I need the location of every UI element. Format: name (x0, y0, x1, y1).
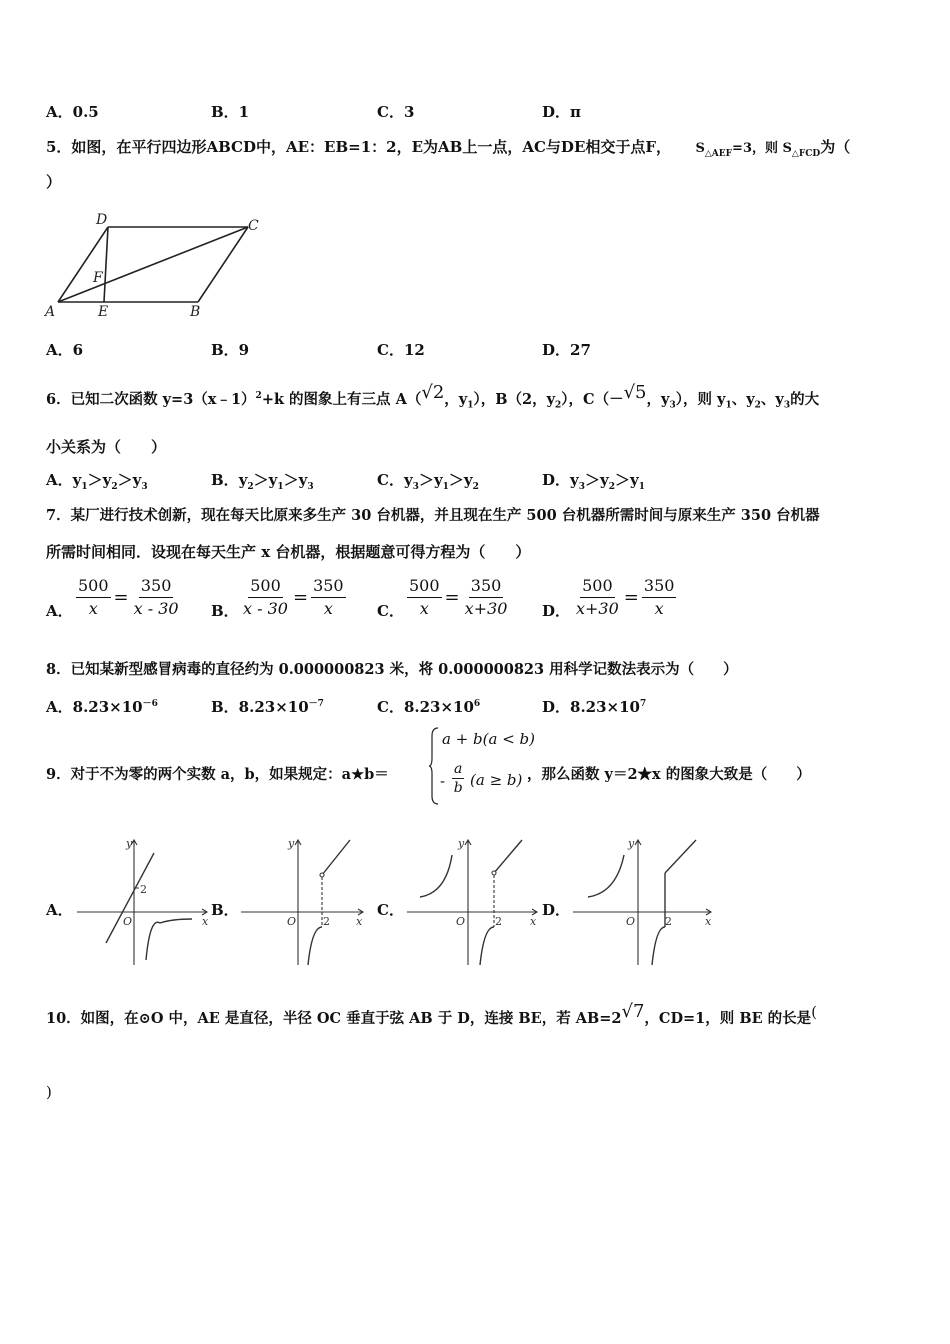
q5-option-d: D．27 (542, 341, 591, 359)
line-branch (106, 853, 154, 943)
q6-sub: 3 (669, 400, 676, 411)
label-d: D (96, 212, 108, 228)
q6-line2: 小关系为（ ） (46, 438, 167, 456)
q7-equation-b: $\frac{500}{x - 30}$ = $\frac{350}{x}$ (243, 576, 344, 618)
origin-label: O (456, 915, 466, 928)
q5-text: 5．如图，在平行四边形ABCD中，AE：EB=1：2，E为AB上一点，AC与DE相交于点F， (46, 138, 672, 156)
q10-paren-close: ) (46, 1083, 52, 1101)
hyperbola-branch (652, 927, 665, 965)
q7-label-c: C． (377, 602, 404, 620)
label-c: C (248, 218, 259, 234)
q6-option-a: A．$y_1>y_2>y_3$ (46, 471, 148, 492)
q6-part: ），则 y (675, 390, 726, 408)
q10-question (46, 1001, 817, 1029)
q6-part: ，y (646, 390, 670, 408)
x-label: x (356, 915, 363, 928)
q9-graph-b (236, 835, 368, 970)
q5-question (46, 137, 850, 164)
q6-part: ，y (444, 390, 468, 408)
q6-sub: 2 (555, 400, 562, 411)
x-label: x (705, 915, 712, 928)
q9-case2-cond: (a ≥ b) (470, 771, 523, 789)
y-label: y (288, 837, 295, 850)
q10-end: ，CD=1，则 BE 的长是 (644, 1010, 812, 1027)
origin-label: O (287, 915, 297, 928)
q7-equation-d: $\frac{500}{x+30}$ = $\frac{350}{x}$ (576, 576, 675, 618)
q9-case2-sign: - (440, 772, 446, 790)
q9-graph-a (72, 835, 212, 970)
q6-sup: 2 (255, 391, 262, 401)
left-hyperbola-branch (420, 855, 452, 897)
q6-sub: 3 (783, 400, 791, 411)
x-label: x (530, 915, 537, 928)
q6-option-c: C．$y_3>y_1>y_2$ (377, 471, 479, 492)
q8-option-a: A．$8.23\times 10^{-6}$ (46, 698, 158, 716)
q9-brace (428, 726, 440, 806)
q5-s-aef-sub: △AEF (704, 149, 733, 159)
q6-part: 6．已知二次函数 y=3（x﹣1） (46, 390, 256, 408)
x-label: x (202, 915, 209, 928)
q9-graph-d (568, 835, 716, 970)
edge-cb (198, 227, 248, 302)
q7-line2: 所需时间相同．设现在每天生产 x 台机器，根据题意可得方程为（ ） (46, 543, 531, 561)
q5-s-fcd-sub: △FCD (791, 149, 821, 159)
q6-part: ），B（2，y (473, 390, 556, 408)
origin-label: O (123, 915, 133, 928)
hyperbola-branch (146, 919, 192, 960)
q5-close: ） (46, 173, 62, 191)
q5-option-c: C．12 (377, 341, 425, 359)
q9-post: ，那么函数 y＝2★x 的图象大致是（ ） (527, 766, 811, 783)
q5-mid: =3，则 S (732, 141, 792, 156)
label-e: E (98, 304, 109, 320)
q9-case2-frac: a b (453, 761, 463, 796)
q6-part: +k 的图象上有三点 A（ (261, 390, 422, 408)
segment-de (104, 227, 108, 302)
q9-graph-c (402, 835, 542, 970)
q6-sqrt2: √2 (421, 381, 445, 403)
label-f: F (93, 270, 103, 286)
q9-case1: a + b(a < b) (442, 730, 536, 748)
q8-question: 8．已知某新型感冒病毒的直径约为 0.000000823 米，将 0.000000823 用科学记数法表示为（ ） (46, 661, 738, 678)
two-label: 2 (140, 883, 147, 896)
edge-ad (58, 227, 108, 302)
q9-label-d: D． (542, 901, 571, 919)
q10-sqrt7: √7 (621, 1001, 645, 1022)
q9-label-c: C． (377, 901, 404, 919)
line-branch (322, 840, 350, 875)
q9-pre: 9．对于不为零的两个实数 a，b，如果规定：a★b＝ (46, 766, 389, 783)
q4-option-a: A．0.5 (46, 103, 99, 121)
left-hyperbola-branch (588, 855, 624, 897)
q6-sub: 1 (467, 400, 474, 411)
q9-label-a: A． (46, 901, 73, 919)
q8-option-b: B．$8.23\times 10^{-7}$ (211, 698, 324, 716)
line-branch (494, 840, 522, 873)
q8-option-c: C．$8.23\times 10^6$ (377, 698, 481, 716)
q4-option-c: C．3 (377, 103, 415, 121)
q9-label-b: B． (211, 901, 239, 919)
q6-option-b: B．$y_2>y_1>y_3$ (211, 471, 314, 492)
two-label: 2 (495, 915, 502, 928)
q5-option-b: B．9 (211, 341, 250, 359)
q6-part: 、y (760, 390, 784, 408)
q6-sub: 1 (725, 400, 732, 411)
q10-paren-open: ( (811, 1005, 817, 1021)
two-label: 2 (665, 915, 672, 928)
q6-sub: 2 (754, 400, 761, 411)
origin-label: O (626, 915, 636, 928)
two-label: 2 (323, 915, 330, 928)
q5-option-a: A．6 (46, 341, 84, 359)
q7-equation-c: $\frac{500}{x}$ = $\frac{350}{x+30}$ (409, 576, 508, 618)
diagonal-ac (58, 227, 248, 302)
q8-option-d: D．$8.23\times 10^7$ (542, 698, 647, 716)
q6-part: 、y (731, 390, 755, 408)
q5-end: 为（ (820, 138, 851, 156)
q7-label-b: B． (211, 602, 239, 620)
q6-part: 的大 (790, 390, 820, 408)
label-a: A (45, 304, 56, 320)
q7-label-d: D． (542, 602, 571, 620)
q6-part: ），C（－ (561, 390, 624, 408)
q7-line1: 7．某厂进行技术创新，现在每天比原来多生产 30 台机器，并且现在生产 500 台机器所需时间与原来生产 350 台机器 (46, 507, 820, 524)
line-branch (665, 840, 696, 873)
q6-option-d: D．$y_3>y_2>y_1$ (542, 471, 645, 492)
q4-option-d: D．π (542, 103, 581, 121)
y-label: y (628, 837, 635, 850)
q5-parallelogram-figure (40, 210, 270, 325)
y-label: y (126, 837, 133, 850)
q7-label-a: A． (46, 602, 73, 620)
hyperbola-branch (480, 927, 494, 965)
hyperbola-branch (308, 927, 322, 965)
q6-question (46, 381, 820, 416)
q5-s-aef: S (695, 141, 705, 156)
q7-equation-a: $\frac{500}{x}$ = $\frac{350}{x - 30}$ (78, 576, 179, 618)
y-label: y (458, 837, 465, 850)
q10-text: 10．如图，在⊙O 中，AE 是直径，半径 OC 垂直于弦 AB 于 D，连接 BE，若 AB=2 (46, 1010, 622, 1027)
q4-option-b: B．1 (211, 103, 250, 121)
label-b: B (190, 304, 201, 320)
q6-sqrt5: √5 (623, 381, 647, 403)
